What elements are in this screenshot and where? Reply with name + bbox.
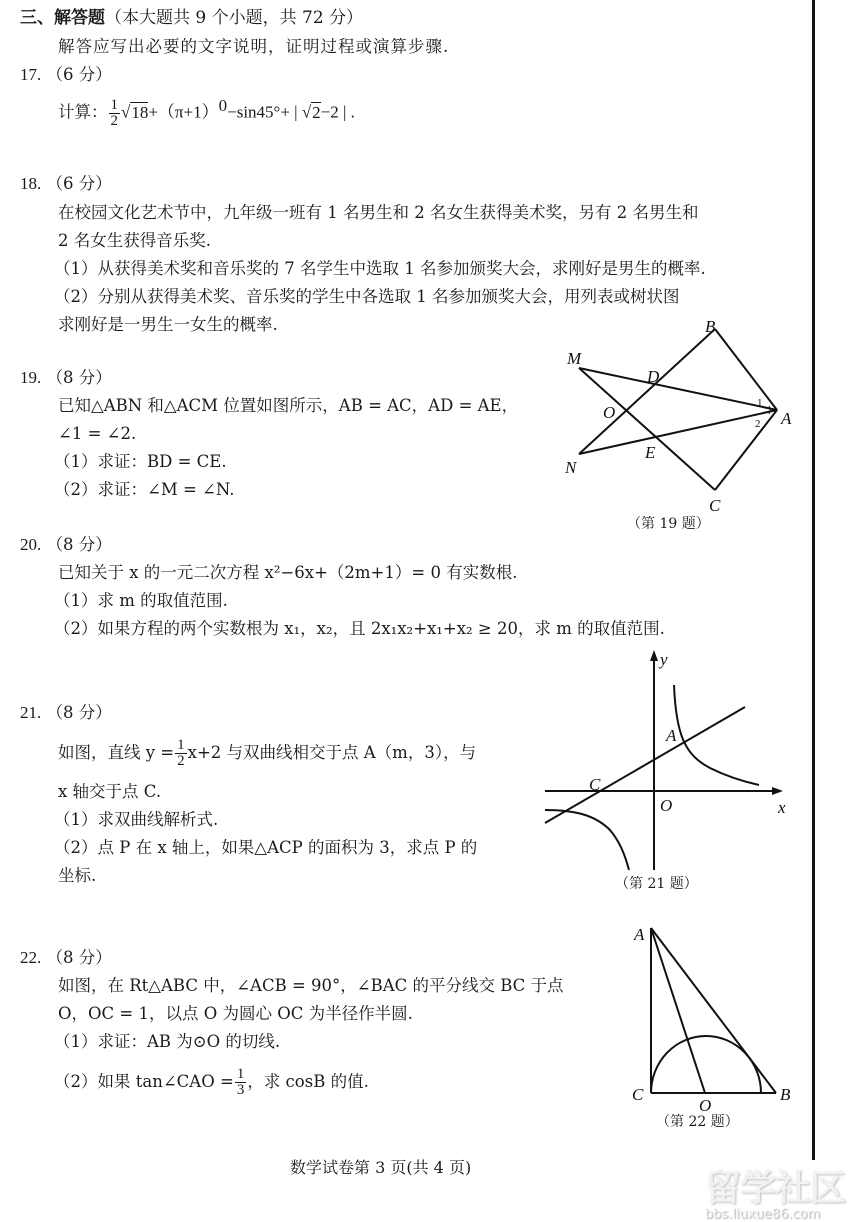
section-instruction: 解答应写出必要的文字说明，证明过程或演算步骤. xyxy=(58,37,450,56)
question-22-line: （1）求证：AB 为⊙O 的切线. xyxy=(54,1032,281,1051)
figure-19 xyxy=(555,310,815,535)
question-score: （8 分） xyxy=(46,368,112,387)
sqrt-radicand: 18 xyxy=(131,102,149,122)
label-O: O xyxy=(699,1096,712,1115)
figure-21-diagram xyxy=(535,645,815,900)
question-score: （8 分） xyxy=(46,703,112,722)
text-part: 如图，直线 y = xyxy=(58,743,175,762)
question-17-body xyxy=(58,96,355,129)
fraction-denominator: 2 xyxy=(177,753,185,769)
semicircle-O xyxy=(651,1036,761,1093)
sqrt-expr: √2 xyxy=(301,102,321,122)
figure-22-caption: （第 22 题） xyxy=(656,1114,739,1130)
y-axis-arrow xyxy=(650,650,658,661)
label-x: x xyxy=(778,798,786,817)
question-19-line: ∠1 = ∠2. xyxy=(58,424,137,443)
label-N: N xyxy=(565,458,577,477)
label-E: E xyxy=(645,443,656,462)
figure-22 xyxy=(620,915,815,1140)
question-score: （8 分） xyxy=(46,535,112,554)
label-C: C xyxy=(589,775,601,794)
figure-21-caption: （第 21 题） xyxy=(615,876,698,892)
label-O: O xyxy=(660,796,673,815)
question-21-header xyxy=(20,703,112,723)
question-17-prefix: 计算： xyxy=(58,102,108,122)
watermark xyxy=(705,1160,865,1220)
text-part: （2）如果 tan∠CAO = xyxy=(54,1072,234,1091)
label-y: y xyxy=(660,650,668,669)
label-B: B xyxy=(780,1085,791,1104)
question-number: 21. xyxy=(20,703,42,722)
figure-21 xyxy=(535,645,815,900)
expr-part: −2 | . xyxy=(320,102,355,122)
expr-part: +（π+1） xyxy=(148,102,219,122)
question-18-line: （2）分别从获得美术奖、音乐奖的学生中各选取 1 名参加颁奖大会，用列表或树状图 xyxy=(54,287,680,306)
question-18-line: （1）从获得美术奖和音乐奖的 7 名学生中选取 1 名参加颁奖大会，求刚好是男生的概率. xyxy=(54,259,706,278)
segment-AO xyxy=(651,928,705,1093)
label-A: A xyxy=(666,726,677,745)
page-footer: 数学试卷第 3 页(共 4 页) xyxy=(290,1158,472,1177)
section-note: （本大题共 9 个小题，共 72 分） xyxy=(105,8,364,28)
label-D: D xyxy=(647,367,660,386)
question-21-line: （2）点 P 在 x 轴上，如果△ACP 的面积为 3，求点 P 的 xyxy=(54,838,478,857)
fraction-numerator: 1 xyxy=(177,737,185,753)
question-17-header xyxy=(20,65,112,85)
sqrt-expr: √18 xyxy=(121,102,149,122)
expr-exponent: 0 xyxy=(218,96,228,115)
question-18-header xyxy=(20,174,112,194)
question-19-line: （2）求证：∠M = ∠N. xyxy=(54,480,235,499)
label-M: M xyxy=(567,349,582,368)
fraction xyxy=(175,738,187,769)
question-22-header xyxy=(20,948,112,968)
question-21-line: 坐标. xyxy=(58,866,97,885)
question-20-line: （2）如果方程的两个实数根为 x₁，x₂，且 2x₁x₂+x₁+x₂ ≥ 20，求 m 的取值范围. xyxy=(54,619,665,638)
question-18-line: 求刚好是一男生一女生的概率. xyxy=(58,315,278,334)
figure-22-diagram xyxy=(620,915,815,1140)
label-angle-2: 2 xyxy=(755,418,761,430)
question-20-line: （1）求 m 的取值范围. xyxy=(54,591,228,610)
question-number: 22. xyxy=(20,948,42,967)
x-axis-arrow xyxy=(772,787,783,795)
question-number: 19. xyxy=(20,368,42,387)
label-A: A xyxy=(634,925,645,944)
question-score: （6 分） xyxy=(46,65,112,84)
fraction xyxy=(235,1067,247,1098)
section-title: 三、解答题 xyxy=(20,8,105,28)
question-score: （8 分） xyxy=(46,948,112,967)
expr-part: −sin45°+ | xyxy=(227,102,302,122)
label-O: O xyxy=(603,403,616,422)
question-19-line: （1）求证：BD = CE. xyxy=(54,452,227,471)
segment-AB xyxy=(651,928,776,1093)
fraction-denominator: 3 xyxy=(236,1082,245,1098)
label-A: A xyxy=(781,409,792,428)
label-angle-1: 1 xyxy=(757,397,763,409)
hyperbola-branch-2 xyxy=(545,810,629,870)
question-number: 17. xyxy=(20,65,42,84)
question-22-line: 如图，在 Rt△ABC 中，∠ACB = 90°，∠BAC 的平分线交 BC 于点 xyxy=(58,976,564,995)
question-22-line: O，OC = 1，以点 O 为圆心 OC 为半径作半圆. xyxy=(58,1004,413,1023)
text-part: x+2 与双曲线相交于点 A（m，3），与 xyxy=(187,743,477,762)
question-number: 18. xyxy=(20,174,42,193)
question-18-line: 在校园文化艺术节中，九年级一班有 1 名男生和 2 名女生获得美术奖，另有 2 名男生和 xyxy=(58,203,699,222)
watermark-url: bbs.liuxue86.com xyxy=(705,1207,821,1222)
question-22-line4 xyxy=(54,1067,369,1098)
question-number: 20. xyxy=(20,535,42,554)
figure-19-caption: （第 19 题） xyxy=(627,516,710,532)
margin-rule xyxy=(812,0,815,1160)
question-21-line1 xyxy=(58,738,476,769)
question-21-line: x 轴交于点 C. xyxy=(58,782,162,801)
section-header xyxy=(20,8,363,28)
label-C: C xyxy=(709,496,721,515)
question-20-header xyxy=(20,535,112,555)
line-y-half-x-plus-2 xyxy=(545,707,745,823)
sqrt-radicand: 2 xyxy=(312,102,321,122)
text-part: ，求 cosB 的值. xyxy=(247,1072,369,1091)
question-19-line: 已知△ABN 和△ACM 位置如图所示，AB = AC，AD = AE， xyxy=(58,396,519,415)
label-C: C xyxy=(632,1085,644,1104)
hyperbola-branch-1 xyxy=(674,685,759,785)
question-score: （6 分） xyxy=(46,174,112,193)
angle-arc xyxy=(769,406,770,414)
figure-19-diagram xyxy=(555,310,815,535)
question-19-header xyxy=(20,368,112,388)
fraction xyxy=(109,98,121,129)
fraction-denominator: 2 xyxy=(110,112,118,129)
watermark-brand: 留学社区 xyxy=(705,1168,846,1209)
label-B: B xyxy=(705,317,716,336)
question-21-line: （1）求双曲线解析式. xyxy=(54,810,219,829)
fraction-numerator: 1 xyxy=(236,1066,245,1082)
fraction-numerator: 1 xyxy=(110,96,118,113)
question-18-line: 2 名女生获得音乐奖. xyxy=(58,231,211,250)
question-20-line: 已知关于 x 的一元二次方程 x²−6x+（2m+1）= 0 有实数根. xyxy=(58,563,518,582)
